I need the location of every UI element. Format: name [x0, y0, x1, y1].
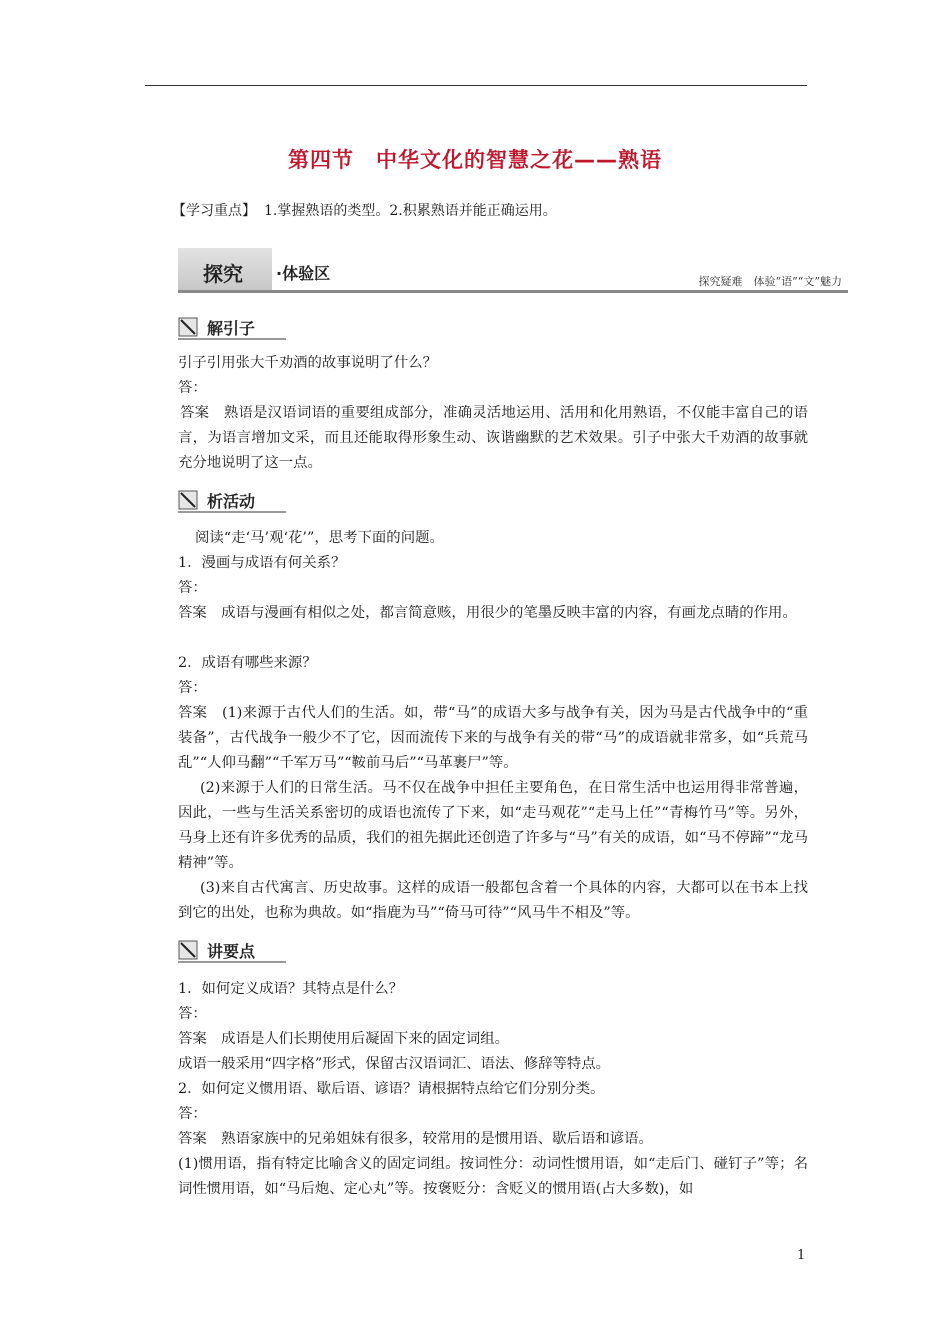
section-banner — [178, 248, 848, 292]
question-line: 引子引用张大千劝酒的故事说明了什么？ — [178, 355, 438, 371]
section-underline-1 — [178, 338, 286, 340]
banner-underline — [178, 290, 848, 293]
section-underline-3 — [178, 961, 286, 963]
answer-paragraph: 答案 成语是人们长期使用后凝固下来的固定词组。 — [178, 1031, 509, 1047]
question-line: 2．成语有哪些来源？ — [178, 655, 317, 671]
learning-focus — [172, 200, 557, 220]
banner-sub-title: ·体验区 — [276, 264, 331, 283]
section-header-1 — [178, 315, 288, 341]
banner-tagline: 探究疑难 体验“语”“文”魅力 — [698, 275, 842, 288]
section-header-2 — [178, 488, 288, 514]
section-marker-icon — [178, 490, 198, 510]
answer-paragraph: 答案 成语与漫画有相似之处，都言简意赅，用很少的笔墨反映丰富的内容，有画龙点睛的作用。 — [178, 605, 797, 621]
learning-focus-text: 1.掌握熟语的类型。2.积累熟语并能正确运用。 — [264, 203, 557, 219]
question-line: 2．如何定义惯用语、歇后语、谚语？请根据特点给它们分别分类。 — [178, 1081, 605, 1097]
header-rule — [145, 85, 807, 86]
title-section-number: 第四节 — [288, 148, 354, 172]
section-marker-icon — [178, 940, 198, 960]
learning-focus-label: 【学习重点】 — [172, 203, 256, 219]
section-title-2: 析活动 — [207, 492, 256, 511]
section-marker-icon — [178, 317, 198, 337]
answer-prompt: 答： — [178, 1006, 207, 1022]
answer-paragraph: 答案 (1)来源于古代人们的生活。如，带“马”的成语大多与战争有关，因为马是古代战争中的“重装备”，古代战争一般少不了它，因而流传下来的与战争有关的带“马”的成语就非常多，如“兵荒马乱”“人仰马翻”“千军万马”“鞍前马后”“马革裹尸”等。 — [178, 705, 808, 771]
answer-paragraph: 成语一般采用“四字格”形式，保留古汉语词汇、语法、修辞等特点。 — [178, 1056, 611, 1072]
banner-main-title: 探究 — [203, 262, 243, 286]
answer-prompt: 答： — [178, 1106, 207, 1122]
section-title-1: 解引子 — [207, 319, 256, 338]
answer-prompt: 答： — [178, 680, 207, 696]
section-header-3 — [178, 938, 288, 964]
answer-paragraph: (2)来源于人们的日常生活。马不仅在战争中担任主要角色，在日常生活中也运用得非常普遍，因此，一些与生活关系密切的成语也流传了下来，如“走马观花”“走马上任”“青梅竹马”等。另外，马身上还有许多优秀的品质，我们的祖先据此还创造了许多与“马”有关的成语，如“马不停蹄”“龙马精神”等。 — [178, 780, 808, 871]
title-section-name: 中华文化的智慧之花——熟语 — [376, 148, 662, 172]
answer-paragraph: 答案 熟语是汉语词语的重要组成部分，准确灵活地运用、活用和化用熟语，不仅能丰富自己的语言，为语言增加文采，而且还能取得形象生动、诙谐幽默的艺术效果。引子中张大千劝酒的故事就充分地说明了这一点。 — [178, 405, 808, 471]
section-underline-2 — [178, 511, 286, 513]
activity-intro: 阅读“走‘马’观‘花’”，思考下面的问题。 — [195, 530, 444, 546]
answer-prompt: 答： — [178, 380, 207, 396]
answer-prompt: 答： — [178, 580, 207, 596]
page-number: 1 — [797, 1248, 806, 1263]
answer-paragraph: 答案 熟语家族中的兄弟姐妹有很多，较常用的是惯用语、歇后语和谚语。 — [178, 1131, 653, 1147]
answer-paragraph: (1)惯用语，指有特定比喻含义的固定词组。按词性分：动词性惯用语，如“走后门、碰钉子”等；名词性惯用语，如“马后炮、定心丸”等。按褒贬分：含贬义的惯用语(占大多数)，如 — [178, 1156, 808, 1197]
answer-paragraph: (3)来自古代寓言、历史故事。这样的成语一般都包含着一个具体的内容，大都可以在书本上找到它的出处，也称为典故。如“指鹿为马”“倚马可待”“风马牛不相及”等。 — [178, 880, 808, 921]
page-title — [0, 144, 950, 174]
section-title-3: 讲要点 — [207, 942, 256, 961]
question-line: 1．漫画与成语有何关系？ — [178, 555, 346, 571]
question-line: 1．如何定义成语？其特点是什么？ — [178, 981, 404, 997]
